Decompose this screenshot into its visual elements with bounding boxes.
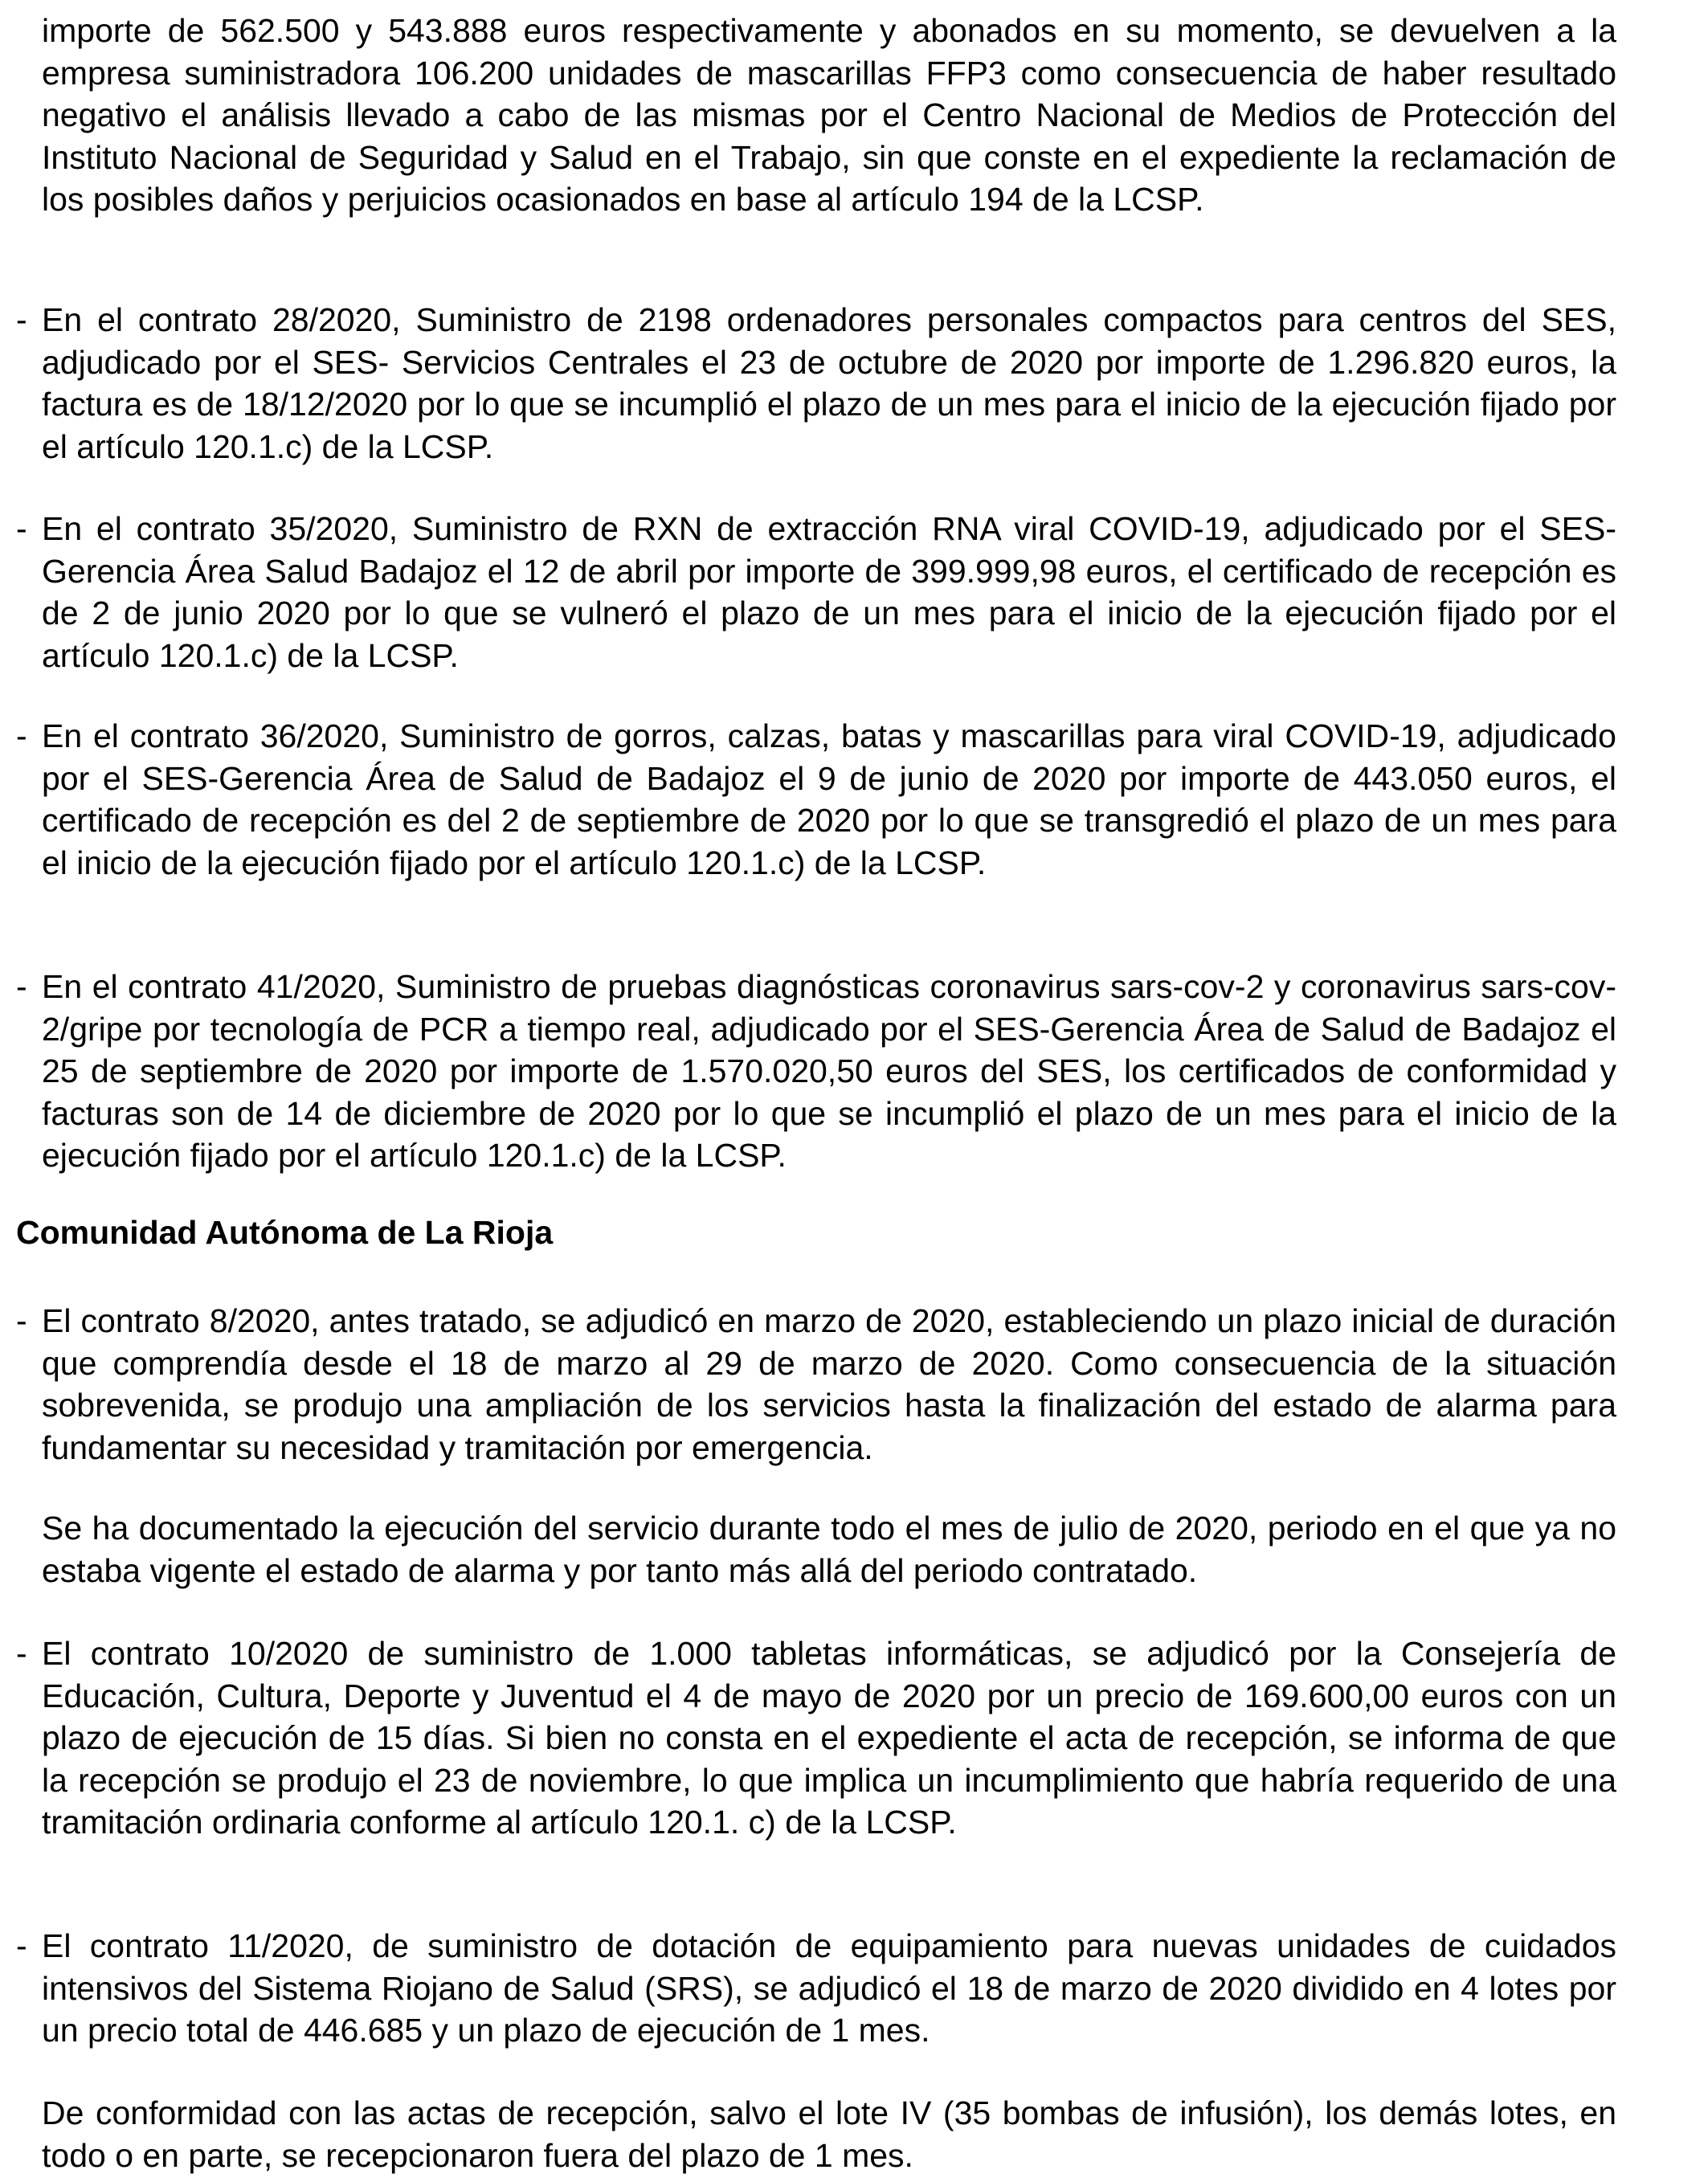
bullet-dash: -	[16, 968, 27, 1005]
list-item-contrato-8-2020	[16, 1300, 1616, 1469]
bullet-dash: -	[16, 510, 27, 547]
list-item-text: El contrato 11/2020, de suministro de dotación de equipamiento para nuevas unidades de cuidados intensivos del Sistema Riojano de Salud (SRS), se adjudicó el 18 de marzo de 2020 dividido en 4 lotes por un precio total de 446.685 y un plazo de ejecución de 1 mes.	[42, 1927, 1616, 2049]
section-heading: Comunidad Autónoma de La Rioja	[16, 1214, 554, 1251]
bullet-dash: -	[16, 1635, 27, 1672]
list-item-contrato-36-2020	[16, 715, 1616, 926]
paragraph-contrato-11-2020-detail: De conformidad con las actas de recepción, salvo el lote IV (35 bombas de infusión), los demás lotes, en todo o en parte, se recepcionaron fuera del plazo de 1 mes.	[42, 2094, 1616, 2174]
list-item-text: En el contrato 36/2020, Suministro de gorros, calzas, batas y mascarillas para viral COVID-19, adjudicado por el SES-Gerencia Área de Salud de Badajoz el 9 de junio de 2020 por importe de 443.050 euros, el certificado de recepción es del 2 de septiembre de 2020 por lo que se transgredió el plazo de un mes para el inicio de la ejecución fijado por el artículo 120.1.c) de la LCSP.	[42, 717, 1616, 881]
bullet-dash: -	[16, 1927, 27, 1964]
list-item-text: El contrato 10/2020 de suministro de 1.000 tabletas informáticas, se adjudicó por la Consejería de Educación, Cultura, Deporte y Juventud el 4 de mayo de 2020 por un precio de 169.600,00 euros con un plazo de ejecución de 15 días. Si bien no consta en el expediente el acta de recepción, se informa de que la recepción se produjo el 23 de noviembre, lo que implica un incumplimiento que habría requerido de una tramitación ordinaria conforme al artículo 120.1. c) de la LCSP.	[42, 1635, 1616, 1841]
list-item-contrato-28-2020	[16, 299, 1616, 465]
list-item-text: En el contrato 35/2020, Suministro de RXN de extracción RNA viral COVID-19, adjudicado por el SES-Gerencia Área Salud Badajoz el 12 de abril por importe de 399.999,98 euros, el certificado de recepción es de 2 de junio 2020 por lo que se vulneró el plazo de un mes para el inicio de la ejecución fijado por el artículo 120.1.c) de la LCSP.	[42, 510, 1616, 674]
bullet-dash: -	[16, 1302, 27, 1339]
list-item-contrato-35-2020	[16, 508, 1616, 676]
bullet-dash: -	[16, 301, 27, 338]
list-item-contrato-11-2020	[16, 1925, 1616, 2053]
paragraph-contrato-8-2020-detail: Se ha documentado la ejecución del servicio durante todo el mes de julio de 2020, periodo en el que ya no estaba vigente el estado de alarma y por tanto más allá del periodo contratado.	[42, 1510, 1616, 1589]
list-item-text: El contrato 8/2020, antes tratado, se adjudicó en marzo de 2020, estableciendo un plazo inicial de duración que comprendía desde el 18 de marzo al 29 de marzo de 2020. Como consecuencia de la situación sobrevenida, se produjo una ampliación de los servicios hasta la finalización del estado de alarma para fundamentar su necesidad y tramitación por emergencia.	[42, 1302, 1616, 1466]
paragraph-continuation: importe de 562.500 y 543.888 euros respectivamente y abonados en su momento, se devuelven a la empresa suministradora 106.200 unidades de mascarillas FFP3 como consecuencia de haber resultado negativo el análisis llevado a cabo de las mismas por el Centro Nacional de Medios de Protección del Instituto Nacional de Seguridad y Salud en el Trabajo, sin que conste en el expediente la reclamación de los posibles daños y perjuicios ocasionados en base al artículo 194 de la LCSP.	[42, 12, 1616, 218]
list-item-contrato-10-2020	[16, 1632, 1616, 1886]
list-item-contrato-41-2020	[16, 966, 1616, 1177]
list-item-text: En el contrato 28/2020, Suministro de 2198 ordenadores personales compactos para centros del SES, adjudicado por el SES- Servicios Centrales el 23 de octubre de 2020 por importe de 1.296.820 euros, la factura es de 18/12/2020 por lo que se incumplió el plazo de un mes para el inicio de la ejecución fijado por el artículo 120.1.c) de la LCSP.	[42, 301, 1616, 465]
bullet-dash: -	[16, 717, 27, 754]
list-item-text: En el contrato 41/2020, Suministro de pruebas diagnósticas coronavirus sars-cov-2 y coronavirus sars-cov-2/gripe por tecnología de PCR a tiempo real, adjudicado por el SES-Gerencia Área de Salud de Badajoz el 25 de septiembre de 2020 por importe de 1.570.020,50 euros del SES, los certificados de conformidad y facturas son de 14 de diciembre de 2020 por lo que se incumplió el plazo de un mes para el inicio de la ejecución fijado por el artículo 120.1.c) de la LCSP.	[42, 968, 1616, 1174]
